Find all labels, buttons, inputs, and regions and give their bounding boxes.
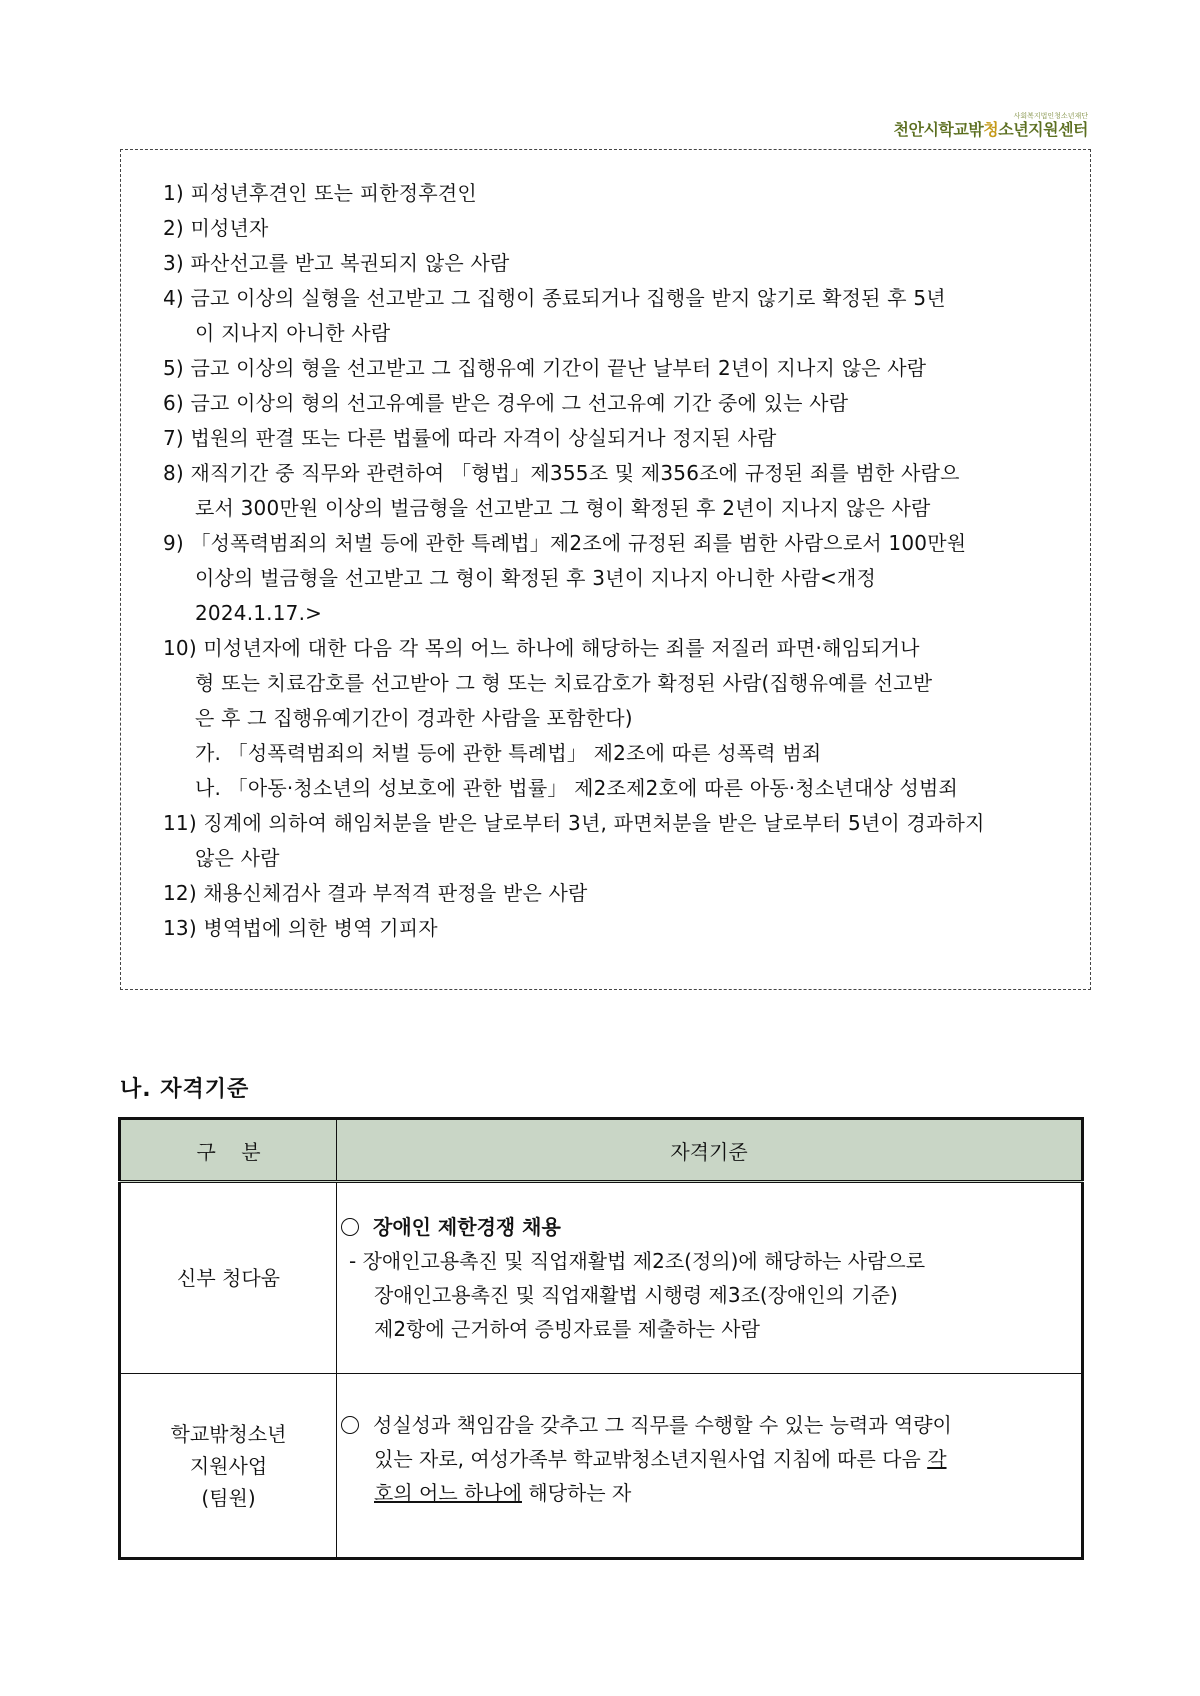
row-criteria: 성실성과 책임감을 갖추고 그 직무를 수행할 수 있는 능력과 역량이 있는 자로, 여성가족부 학교밖청소년지원사업 지침에 따른 다음 각 호의 어느 하나에 해당하는 자 [337,1374,1083,1559]
logo-name: 천안시학교밖청소년지원센터 [893,120,1088,139]
list-item: 2) 미성년자 [163,216,269,240]
list-item: 4) 금고 이상의 실형을 선고받고 그 집행이 종료되거나 집행을 받지 않기로 확정된 후 5년 이 지나지 아니한 사람 [163,286,946,345]
table-row [120,1182,1083,1374]
header-criteria: 자격기준 [337,1119,1083,1182]
circle-bullet-icon [341,1218,359,1236]
list-item: 7) 법원의 판결 또는 다른 법률에 따라 자격이 상실되거나 정지된 사람 [163,426,777,450]
header-category: 구 분 [120,1119,337,1182]
center-logo [894,112,1088,140]
list-item: 12) 채용신체검사 결과 부적격 판정을 받은 사람 [163,881,588,905]
row-category: 학교밖청소년 지원사업 (팀원) [120,1374,337,1559]
table-header-row [120,1119,1083,1182]
list-item: 10) 미성년자에 대한 다음 각 목의 어느 하나에 해당하는 죄를 저질러 파면·해임되거나 형 또는 치료감호를 선고받아 그 형 또는 치료감호가 확정된 사람(집행유예를 선고받 은 후 그 집행유예기간이 경과한 사람을 포함한다) 가. 「성폭력범죄의 처벌 등에 관한 특례법」 제2조에 따른 성폭력 범죄 나. 「아동·청소년의 성보호에 관한 법률」 제2조제2호에 따른 아동·청소년대상 성범죄 [163,636,959,800]
qualification-table [118,1117,1084,1560]
list-item: 5) 금고 이상의 형을 선고받고 그 집행유예 기간이 끝난 날부터 2년이 지나지 않은 사람 [163,356,927,380]
list-item: 13) 병역법에 의한 병역 기피자 [163,916,438,940]
row-criteria: 장애인 제한경쟁 채용 - 장애인고용촉진 및 직업재활법 제2조(정의)에 해당하는 사람으로 장애인고용촉진 및 직업재활법 시행령 제3조(장애인의 기준) 제2항에 근거하여 증빙자료를 제출하는 사람 [337,1182,1083,1374]
list-item: 3) 파산선고를 받고 복권되지 않은 사람 [163,251,510,275]
list-item: 9) 「성폭력범죄의 처벌 등에 관한 특례법」제2조에 규정된 죄를 범한 사람으로서 100만원 이상의 벌금형을 선고받고 그 형이 확정된 후 3년이 지나지 아니한 사람<개정 2024.1.17.> [163,531,967,625]
section-title: 나. 자격기준 [120,1077,250,1102]
list-item: 6) 금고 이상의 형의 선고유예를 받은 경우에 그 선고유예 기간 중에 있는 사람 [163,391,849,415]
row-category: 신부 청다움 [120,1182,337,1374]
list-item: 8) 재직기간 중 직무와 관련하여 「형법」제355조 및 제356조에 규정된 죄를 범한 사람으 로서 300만원 이상의 벌금형을 선고받고 그 형이 확정된 후 2년이 지나지 않은 사람 [163,461,960,520]
circle-bullet-icon [341,1416,359,1434]
logo-subtitle: 사회복지법인청소년재단 [1013,112,1088,120]
list-item: 11) 징계에 의하여 해임처분을 받은 날로부터 3년, 파면처분을 받은 날로부터 5년이 경과하지 않은 사람 [163,811,985,870]
disqualification-list [121,150,1090,946]
list-item: 1) 피성년후견인 또는 피한정후견인 [163,181,477,205]
disqualification-box [120,149,1091,990]
table-row [120,1374,1083,1559]
